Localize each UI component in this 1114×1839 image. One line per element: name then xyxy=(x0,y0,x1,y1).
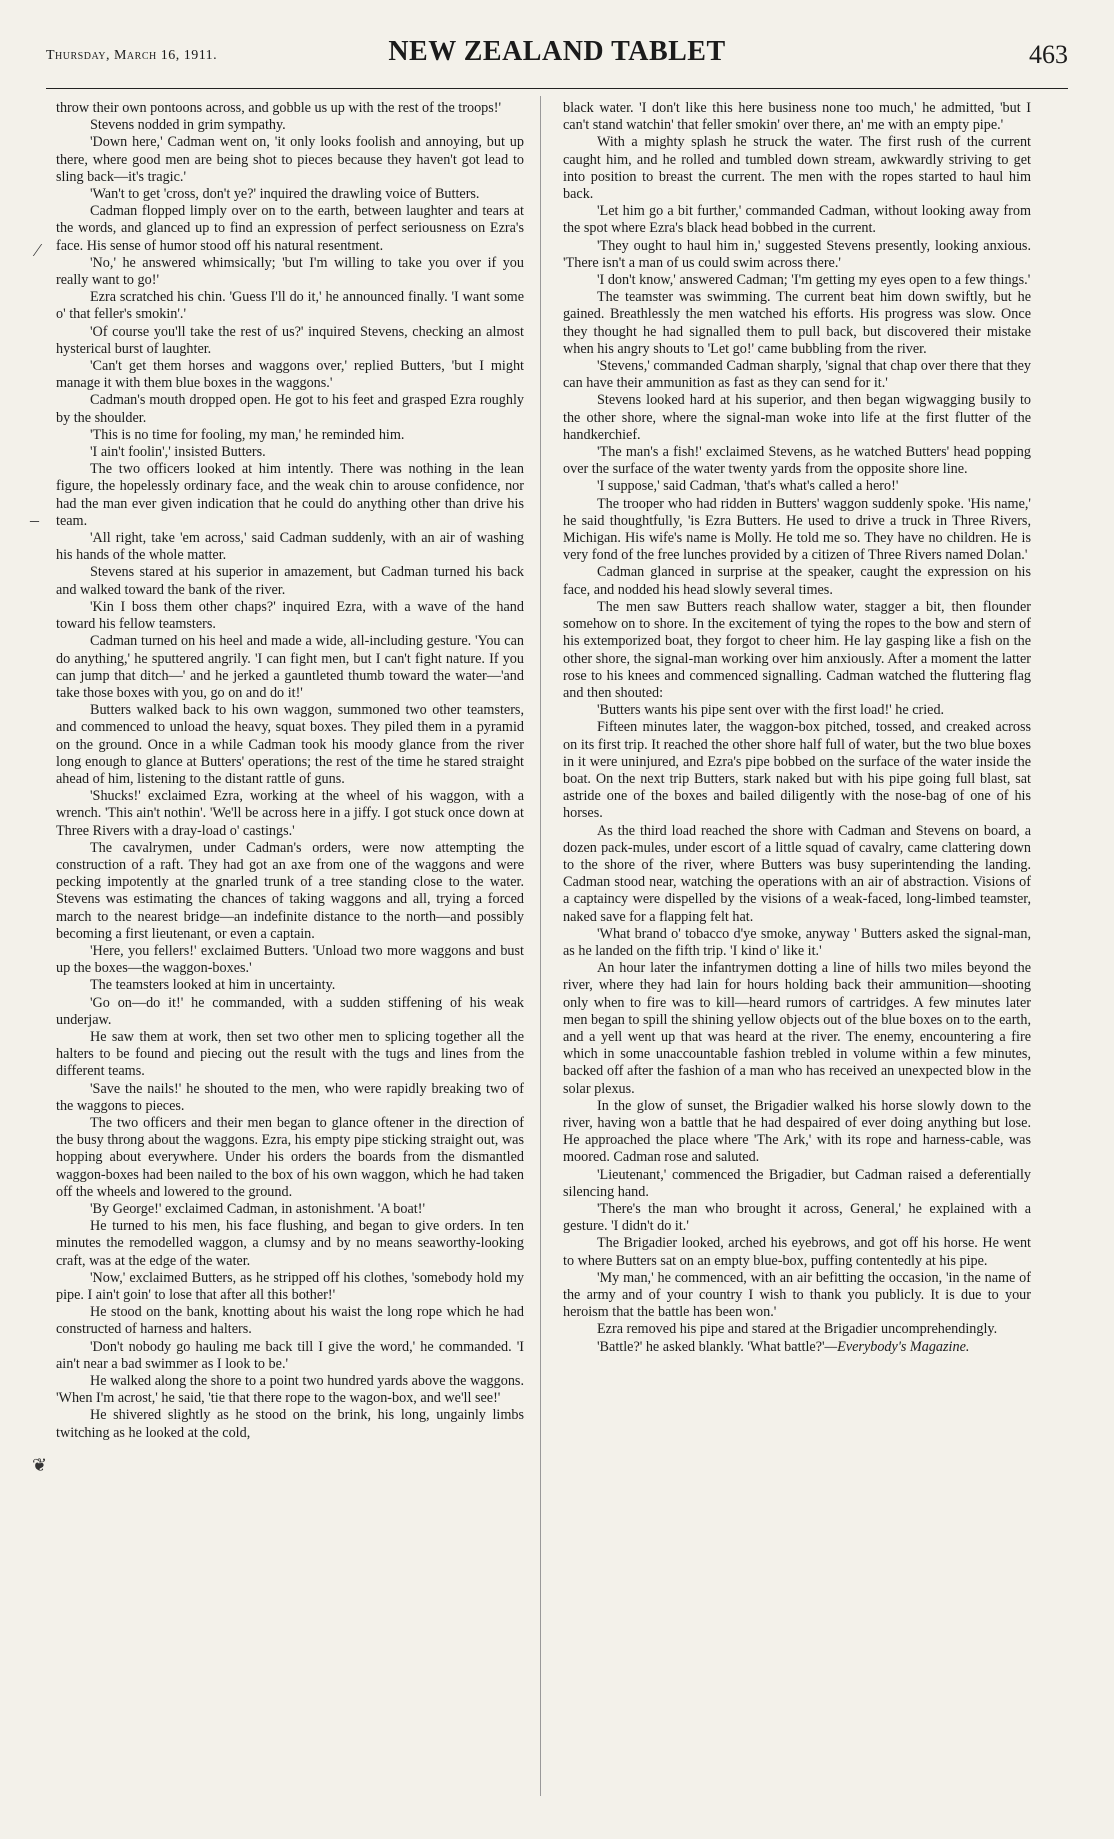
paragraph: 'Of course you'll take the rest of us?' inquired Stevens, checking an almost hysterical burst of laughter. xyxy=(56,323,524,357)
paragraph: Fifteen minutes later, the waggon-box pitched, tossed, and creaked across on its first trip. It reached the other shore half full of water, but the two blue boxes in it were uninjured, and Ezra's pipe bobbed on the surface of the water inside the boat. On the next trip Butters, stark naked but with his pipe going full blast, sat astride one of the boxes and bailed diligently with the nose-bag of one of his horses. xyxy=(563,719,1031,822)
paragraph: 'Down here,' Cadman went on, 'it only looks foolish and annoying, but up there, where good men are being shot to pieces because they haven't got lead to sling back—it's tragic.' xyxy=(56,134,524,185)
paragraph: He turned to his men, his face flushing, and began to give orders. In ten minutes the remodelled waggon, a clumsy and by no means seaworthy-looking craft, was at the edge of the water. xyxy=(56,1218,524,1269)
paragraph: 'This is no time for fooling, my man,' he reminded him. xyxy=(90,426,405,443)
paragraph: 'No,' he answered whimsically; 'but I'm willing to take you over if you really want to go!' xyxy=(56,254,524,289)
paragraph: Ezra removed his pipe and stared at the Brigadier uncomprehendingly. xyxy=(597,1321,998,1338)
paragraph: The teamsters looked at him in uncertainty. xyxy=(90,977,336,994)
paragraph: Stevens looked hard at his superior, and then began wigwagging busily to the other shore, where the signal-man woke into life at the first flutter of the handkerchief. xyxy=(563,392,1031,443)
paragraph: 'My man,' he commenced, with an air befitting the occasion, 'in the name of the army and of your country I wish to thank you publicly. It is due to your heroism that the battle has been won.' xyxy=(563,1269,1031,1321)
paragraph: He stood on the bank, knotting about his waist the long rope which he had constructed of harness and halters. xyxy=(56,1304,524,1338)
paragraph: 'Lieutenant,' commenced the Brigadier, but Cadman raised a deferentially silencing hand. xyxy=(563,1166,1031,1200)
paragraph: 'They ought to haul him in,' suggested Stevens presently, looking anxious. 'There isn't a man of us could swim across there.' xyxy=(563,237,1031,271)
source-credit: —Everybody's Magazine. xyxy=(824,1338,970,1355)
header-rule xyxy=(46,88,1068,89)
paragraph: 'Wan't to get 'cross, don't ye?' inquired the drawling voice of Butters. xyxy=(90,186,480,203)
paragraph: Cadman glanced in surprise at the speaker, caught the expression on his face, and nodded his head slowly several times. xyxy=(563,564,1031,598)
margin-mark: ❦ xyxy=(32,1455,48,1475)
paragraph: black water. 'I don't like this here business none too much,' he admitted, 'but I can't stand watchin' that feller smokin' over there, an' me with an empty pipe.' xyxy=(563,100,1031,134)
paragraph: He shivered slightly as he stood on the brink, his long, ungainly limbs twitching as he looked at the cold, xyxy=(56,1407,524,1441)
paragraph: 'Can't get them horses and waggons over,' replied Butters, 'but I might manage it with them blue boxes in the waggons.' xyxy=(56,358,524,392)
paragraph: The two officers and their men began to glance oftener in the direction of the busy throng about the waggons. Ezra, his empty pipe sticking straight out, was hopping about everywhere. Under his orders the boards from the dismantled waggon-boxes had been nailed to the box of his own waggon, which he had taken off the wheels and lowered to the ground. xyxy=(56,1114,524,1200)
paragraph: In the glow of sunset, the Brigadier walked his horse slowly down to the river, having won a battle that he had despaired of ever doing anything but lose. He approached the place where 'The Ark,' with its rope and harness-cable, was moored. Cadman rose and saluted. xyxy=(563,1097,1031,1166)
page-number: 463 xyxy=(1029,40,1068,69)
column-divider xyxy=(540,96,541,1796)
masthead-title: NEW ZEALAND TABLET xyxy=(388,36,726,67)
paragraph: 'Don't nobody go hauling me back till I give the word,' he commanded. 'I ain't near a bad swimmer as I look to be.' xyxy=(56,1338,524,1372)
paragraph: 'Stevens,' commanded Cadman sharply, 'signal that chap over there that they can have their ammunition as fast as they can send for it.' xyxy=(563,358,1031,392)
left-column xyxy=(56,100,524,1442)
page-header xyxy=(46,28,1068,80)
paragraph: Butters walked back to his own waggon, summoned two other teamsters, and commenced to unload the heavy, squat boxes. They piled them in a pyramid on the ground. Once in a while Cadman took his moody glance from the river long enough to glance at Butters' operations; the rest of the time he stared straight ahead of him, listening to the distant rattle of guns. xyxy=(56,702,524,787)
paragraph: The two officers looked at him intently. There was nothing in the lean figure, the hopelessly ordinary face, and the weak chin to arouse confidence, nor had the man ever given indication that he could do anything other than drive his team. xyxy=(56,461,524,529)
paragraph: 'Now,' exclaimed Butters, as he stripped off his clothes, 'somebody hold my pipe. I ain't goin' to lose that after all this bother!' xyxy=(56,1269,524,1304)
margin-mark: – xyxy=(30,510,39,530)
paragraph: Cadman flopped limply over on to the earth, between laughter and tears at the words, and glanced up to find an expression of perfect seriousness on Ezra's face. His sense of humor stood off his natural resentment. xyxy=(56,203,524,254)
paragraph: 'Shucks!' exclaimed Ezra, working at the wheel of his waggon, with a wrench. 'This ain't nothin'. 'We'll be across here in a jiffy. I got stuck once down at Three Rivers with a dray-load o' castings.' xyxy=(56,788,524,839)
issue-date: Thursday, March 16, 1911. xyxy=(46,48,218,63)
paragraph: He walked along the shore to a point two hundred yards above the waggons. 'When I'm acrost,' he said, 'tie that there rope to the wagon-box, and we'll see!' xyxy=(56,1373,524,1407)
paragraph: 'Save the nails!' he shouted to the men, who were rapidly breaking two of the waggons to pieces. xyxy=(56,1080,524,1114)
paragraph: Ezra scratched his chin. 'Guess I'll do it,' he announced finally. 'I want some o' that feller's smokin'.' xyxy=(56,289,524,323)
paragraph: The trooper who had ridden in Butters' waggon suddenly spoke. 'His name,' he said thoughtfully, 'is Ezra Butters. He used to drive a truck in Three Rivers, Michigan. His wife's name is Molly. He told me so. They have no children. He is very fond of the free lunches provided by a citizen of Three Rivers named Dolan.' xyxy=(563,495,1031,564)
paragraph: The men saw Butters reach shallow water, stagger a bit, then flounder somehow on to shore. In the excitement of tying the ropes to the bow and stern of his extemporized boat, they forgot to cheer him. He lay gasping like a fish on the other shore, the signal-man working over him anxiously. After a moment the latter rose to his knees and commenced signalling. Cadman watched the fluttering flag and then shouted: xyxy=(563,598,1031,701)
paragraph: He saw them at work, then set two other men to splicing together all the halters to be found and piecing out the result with the tugs and lines from the different teams. xyxy=(56,1028,524,1080)
paragraph: 'Kin I boss them other chaps?' inquired Ezra, with a wave of the hand toward his fellow teamsters. xyxy=(56,598,524,633)
paragraph: Cadman turned on his heel and made a wide, all-including gesture. 'You can do anything,' he sputtered angrily. 'I can fight men, but I can't fight nature. If you can jump that ditch—' and he jerked a gauntleted thumb toward the water—'and take those boxes with you, go on and do it!' xyxy=(56,633,524,701)
paragraph: 'Here, you fellers!' exclaimed Butters. 'Unload two more waggons and bust up the boxes—the waggon-boxes.' xyxy=(56,942,524,977)
paragraph: 'I don't know,' answered Cadman; 'I'm getting my eyes open to a few things.' xyxy=(597,272,1031,289)
paragraph: 'I ain't foolin',' insisted Butters. xyxy=(90,444,266,461)
paragraph: throw their own pontoons across, and gobble us up with the rest of the troops!' xyxy=(56,100,502,116)
paragraph: 'By George!' exclaimed Cadman, in astonishment. 'A boat!' xyxy=(90,1201,426,1217)
paragraph: 'Battle?' he asked blankly. 'What battle?'—Everybody's Magazine. xyxy=(597,1338,970,1355)
paragraph: Cadman's mouth dropped open. He got to his feet and grasped Ezra roughly by the shoulder. xyxy=(56,392,524,426)
paragraph: 'Butters wants his pipe sent over with the first load!' he cried. xyxy=(597,702,945,719)
paragraph: 'The man's a fish!' exclaimed Stevens, as he watched Butters' head popping over the surface of the water twenty yards from the opposite shore line. xyxy=(563,444,1031,478)
right-column xyxy=(563,100,1031,1356)
paragraph: 'Let him go a bit further,' commanded Cadman, without looking away from the spot where Ezra's black head bobbed in the current. xyxy=(563,203,1031,237)
paragraph: 'What brand o' tobacco d'ye smoke, anyway ' Butters asked the signal-man, as he landed on the fifth trip. 'I kind o' like it.' xyxy=(563,925,1031,959)
paragraph: 'All right, take 'em across,' said Cadman suddenly, with an air of washing his hands of the whole matter. xyxy=(56,530,524,564)
paragraph: The cavalrymen, under Cadman's orders, were now attempting the construction of a raft. They had got an axe from one of the waggons and were pecking impotently at the gnarled trunk of a tree standing close to the water. Stevens was estimating the chances of taking waggons and all, trying a forced march to the nearest bridge—an indefinite distance to the north—and possibly becoming a first lieutenant, or even a captain. xyxy=(56,839,524,942)
paragraph: The teamster was swimming. The current beat him down swiftly, but he gained. Breathlessly the men watched his efforts. His progress was slow. Once they thought he had signalled them to pull back, but discovered their mistake when his angry shouts to 'Let go!' came bubbling from the river. xyxy=(563,289,1031,357)
paragraph: Stevens stared at his superior in amazement, but Cadman turned his back and walked toward the bank of the river. xyxy=(56,564,524,598)
paragraph: With a mighty splash he struck the water. The first rush of the current caught him, and he rolled and tumbled down stream, awkwardly striving to get into position to breast the current. The men with the ropes started to haul him back. xyxy=(563,134,1031,203)
paragraph: The Brigadier looked, arched his eyebrows, and got off his horse. He went to where Butters sat on an empty blue-box, puffing contentedly at his pipe. xyxy=(563,1235,1031,1269)
paragraph: An hour later the infantrymen dotting a line of hills two miles beyond the river, where they had lain for hours holding back their ammunition—shooting only when to fire was to kill—heard rumors of cartridges. A few minutes later men began to spill the shining yellow objects out of the blue boxes on to the earth, and a yell went up that was heard at the river. The enemy, encountering a fire which in some unaccountable fashion trebled in volume within a few minutes, backed off after the fashion of a man who has received an unexpected blow in the solar plexus. xyxy=(563,960,1031,1097)
paragraph: Stevens nodded in grim sympathy. xyxy=(90,117,286,134)
paragraph: 'I suppose,' said Cadman, 'that's what's called a hero!' xyxy=(597,478,899,495)
paragraph: 'There's the man who brought it across, General,' he explained with a gesture. 'I didn't do it.' xyxy=(563,1201,1031,1235)
paragraph: 'Go on—do it!' he commanded, with a sudden stiffening of his weak underjaw. xyxy=(56,994,524,1028)
margin-mark: ⁄ xyxy=(36,240,40,260)
paragraph: As the third load reached the shore with Cadman and Stevens on board, a dozen pack-mules, under escort of a little squad of cavalry, came clattering down to the shore of the river, where Butters was busy superintending the landing. Cadman stood near, watching the operations with an air of abstraction. Visions of a captaincy were dispelled by the visions of a weak-faced, long-limbed teamster, naked save for a flapping felt hat. xyxy=(563,822,1031,925)
